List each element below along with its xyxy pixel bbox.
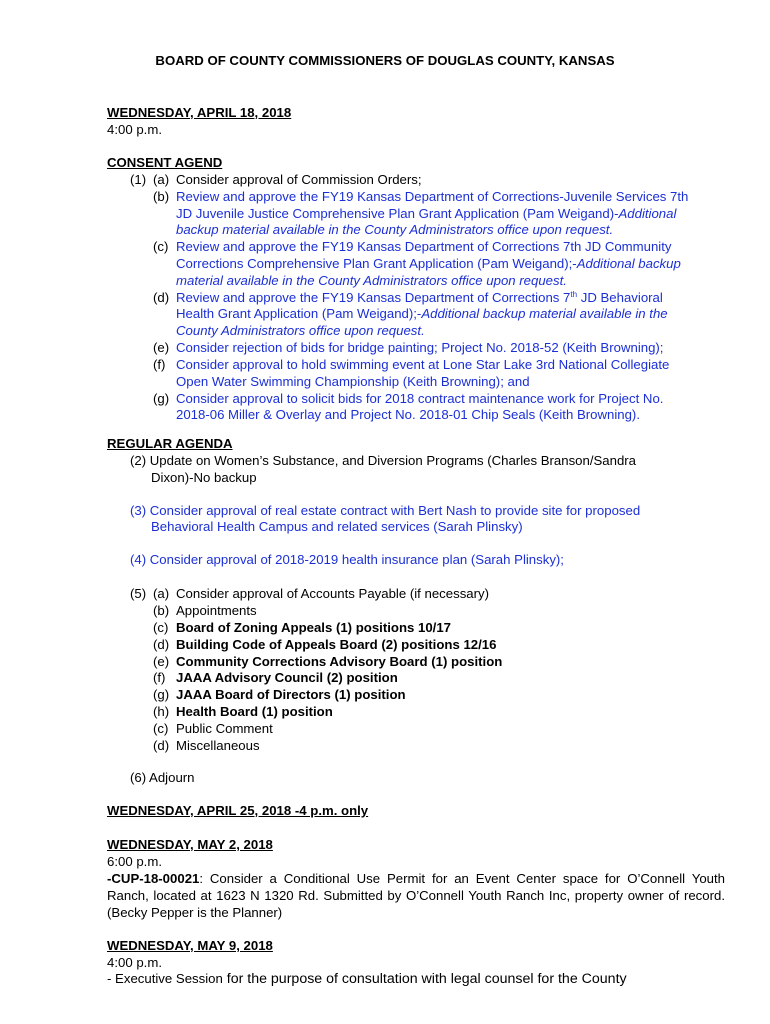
cup-case-text: : Consider a Conditional Use Permit for an Event Center space for O’Connell Youth Ranch, located at 1623 N 1320 Rd. Submitted by O’Connell Youth Ranch Inc, property owner of record. (Becky Pepper is the Planner) — [107, 871, 725, 920]
consent-item-b-line3: backup material available in the County Administrators office upon request. — [176, 222, 614, 237]
item5-letter-f: (f) — [153, 670, 166, 685]
consent-letter-a: (a) — [153, 172, 170, 187]
item5-accounts-payable: Consider approval of Accounts Payable (if necessary) — [176, 586, 489, 601]
meeting-date-may-2: WEDNESDAY, MAY 2, 2018 — [107, 837, 273, 852]
consent-item-f-line1: Consider approval to hold swimming event at Lone Star Lake 3rd National Collegiate — [176, 357, 670, 372]
cup-item-paragraph — [107, 871, 725, 921]
consent-item-f-line2: Open Water Swimming Championship (Keith Browning); and — [176, 374, 530, 389]
consent-item-c-line1: Review and approve the FY19 Kansas Department of Corrections 7th JD Community — [176, 239, 672, 254]
consent-item-c-line2: Corrections Comprehensive Plan Grant Application (Pam Weigand);-Additional backup — [176, 256, 681, 271]
item5-community-corrections: Community Corrections Advisory Board (1) position — [176, 654, 503, 669]
consent-letter-e: (e) — [153, 340, 170, 355]
meeting-date-may-9: WEDNESDAY, MAY 9, 2018 — [107, 938, 273, 953]
consent-item-b-line2: JD Juvenile Justice Comprehensive Plan Grant Application (Pam Weigand)-Additional — [176, 206, 677, 221]
consent-letter-c: (c) — [153, 239, 169, 254]
meeting-time-apr-18: 4:00 p.m. — [107, 122, 162, 137]
item5-letter-b: (b) — [153, 603, 170, 618]
consent-item-c-line3: material available in the County Administrators office upon request. — [176, 273, 567, 288]
regular-item-3-line1: (3) Consider approval of real estate contract with Bert Nash to provide site for proposed — [130, 503, 641, 518]
item5-public-comment: Public Comment — [176, 721, 273, 736]
regular-item-6-adjourn: (6) Adjourn — [130, 770, 195, 785]
consent-agenda-heading: CONSENT AGEND — [107, 155, 223, 170]
item5-letter-e: (e) — [153, 654, 170, 669]
regular-item-2-line1: (2) Update on Women’s Substance, and Diversion Programs (Charles Branson/Sandra — [130, 453, 637, 468]
regular-item-2-line2: Dixon)-No backup — [151, 470, 257, 485]
item5-health-board: Health Board (1) position — [176, 704, 333, 719]
regular-item-4: (4) Consider approval of 2018-2019 health insurance plan (Sarah Plinsky); — [130, 552, 564, 567]
item5-letter-c: (c) — [153, 620, 169, 635]
consent-item-a: Consider approval of Commission Orders; — [176, 172, 422, 187]
executive-session-item: - Executive Session for the purpose of consultation with legal counsel for the County — [107, 971, 627, 987]
item5-letter-c2: (c) — [153, 721, 169, 736]
consent-item-c-italic: Additional backup — [576, 256, 681, 271]
superscript-th: th — [570, 290, 578, 299]
item5-letter-d: (d) — [153, 637, 170, 652]
page-title: BOARD OF COUNTY COMMISSIONERS OF DOUGLAS COUNTY, KANSAS — [155, 53, 615, 68]
consent-item-d-line3: County Administrators office upon request. — [176, 323, 425, 338]
regular-agenda-heading: REGULAR AGENDA — [107, 436, 233, 451]
item5-jaaa-council: JAAA Advisory Council (2) position — [176, 670, 398, 685]
item5-appointments: Appointments — [176, 603, 257, 618]
consent-item-e: Consider rejection of bids for bridge painting; Project No. 2018-52 (Keith Browning); — [176, 340, 664, 355]
consent-letter-g: (g) — [153, 391, 170, 406]
consent-item-d-line2: Health Grant Application (Pam Weigand);-Additional backup material available in the — [176, 306, 668, 321]
regular-item-5-number: (5) — [130, 586, 147, 601]
consent-item-number: (1) — [130, 172, 147, 187]
consent-letter-d: (d) — [153, 290, 170, 305]
consent-item-g-line1: Consider approval to solicit bids for 2018 contract maintenance work for Project No. — [176, 391, 664, 406]
regular-item-3-line2: Behavioral Health Campus and related services (Sarah Plinsky) — [151, 519, 523, 534]
meeting-date-apr-18: WEDNESDAY, APRIL 18, 2018 — [107, 105, 292, 120]
consent-letter-b: (b) — [153, 189, 170, 204]
item5-jaaa-directors: JAAA Board of Directors (1) position — [176, 687, 406, 702]
item5-letter-d2: (d) — [153, 738, 170, 753]
consent-item-d-line1: Review and approve the FY19 Kansas Department of Corrections 7th JD Behavioral — [176, 290, 663, 305]
consent-item-b-italic: Additional — [618, 206, 677, 221]
item5-miscellaneous: Miscellaneous — [176, 738, 260, 753]
item5-letter-g: (g) — [153, 687, 170, 702]
item5-letter-a: (a) — [153, 586, 170, 601]
item5-zoning-appeals: Board of Zoning Appeals (1) positions 10/17 — [176, 620, 452, 635]
meeting-date-apr-25: WEDNESDAY, APRIL 25, 2018 -4 p.m. only — [107, 803, 369, 818]
meeting-time-may-9: 4:00 p.m. — [107, 955, 162, 970]
meeting-time-may-2: 6:00 p.m. — [107, 854, 162, 869]
consent-item-b-line1: Review and approve the FY19 Kansas Department of Corrections-Juvenile Services 7th — [176, 189, 689, 204]
consent-item-g-line2: 2018-06 Miller & Overlay and Project No. 2018-01 Chip Seals (Keith Browning). — [176, 407, 640, 422]
consent-letter-f: (f) — [153, 357, 166, 372]
cup-case-id: -CUP-18-00021 — [107, 871, 200, 886]
item5-building-code: Building Code of Appeals Board (2) positions 12/16 — [176, 637, 497, 652]
item5-letter-h: (h) — [153, 704, 170, 719]
